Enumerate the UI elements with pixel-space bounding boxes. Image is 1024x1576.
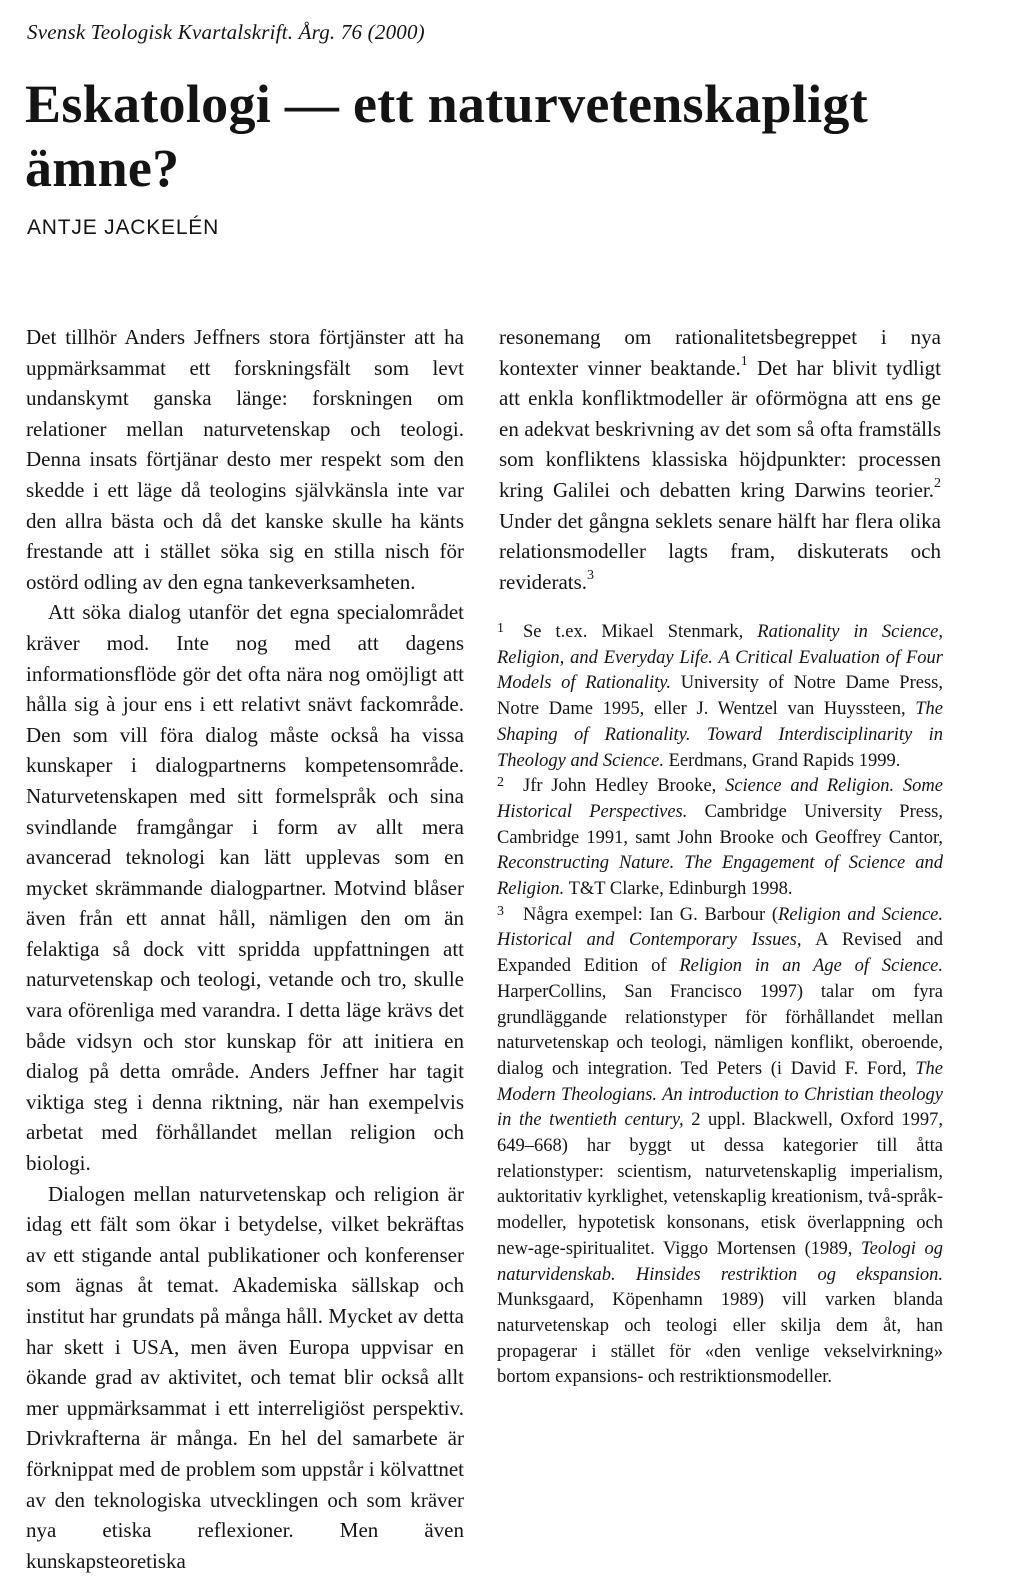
note-text: Eerdmans, Grand Rapids 1999. — [663, 750, 901, 771]
footnote-ref-3[interactable]: 3 — [587, 567, 595, 583]
note-title: Reconstructing Nature. The Engagement of Science and Religion. — [497, 853, 943, 900]
body-column-right — [499, 322, 941, 597]
paragraph-3: Dialogen mellan naturvetenskap och religion är idag ett fält som ökar i betydelse, vilket bekräftas av ett stigande antal publikationer och konferenser som ägnas åt temat. Akademiska sällskap och institut har grundats på många håll. Mycket av detta har skett i USA, men även Europa uppvisar en ökande grad av aktivitet, och temat blir också allt mer uppmärksammat i ett interreligiöst perspektiv. Drivkrafterna är många. En hel del samarbete är förknippat med de problem som uppstår i kölvattnet av den teknologiska utvecklingen och som kräver nya etiska reflexioner. Men även kunskapsteoretiska — [26, 1181, 464, 1573]
footnote-3 — [497, 903, 943, 1391]
note-text: T&T Clarke, Edinburgh 1998. — [564, 879, 793, 900]
footnote-ref-1[interactable]: 1 — [740, 353, 748, 369]
note-title: Religion and Science. Historical and Contemporary Issues, — [497, 904, 944, 951]
note-text: 2 uppl. Blackwell, Oxford 1997, 649–668) har byggt ut dessa kategorier till åtta relationstyper: scientism, naturvetenskaplig imperialism, auktoritativ kyrklighet, vetenskaplig kreationism, två-språk-modeller, hypotetisk konsonans, etisk överlappning och new-age-spiritualitet. Viggo Mortensen (1989, — [497, 1110, 943, 1259]
note-text: Jfr John Hedley Brooke, — [523, 776, 726, 797]
note-text: Cambridge University Press, Cambridge 1991, samt John Brooke och Geoffrey Cantor, — [497, 801, 943, 848]
text-segment: Det har blivit tydligt att enkla konfliktmodeller är oförmögna att ens ge en adekvat beskrivning av det som så ofta framställs som konfliktens klassiska höjdpunkter: processen kring Galilei och debatten kring Darwins teorier. — [499, 355, 941, 502]
note-title: Science and Religion. Some Historical Perspectives. — [497, 776, 943, 822]
paragraph-1: Det tillhör Anders Jeffners stora förtjänster att ha uppmärksammat ett forskningsfält som levt undanskymt ganska länge: forskningen om relationer mellan naturvetenskap och teologi. Denna insats förtjänar desto mer respekt som den skedde i ett läge då teologins självkänsla inte var den allra bästa och då det kanske skulle ha känts frestande att i stället söka sig en stilla nisch för ostörd odling av den egna tankeverksamheten. — [26, 325, 464, 594]
paragraph-continued — [499, 322, 941, 597]
paragraph-2: Att söka dialog utanför det egna specialområdet kräver mod. Inte nog med att dagens informationsflöde gör det ofta nära nog omöjligt att hålla sig à jour ens i ett relativt snävt fackområde. Den som vill föra dialog måste också ha vissa kunskaper i dialogpartnerns kompetensområde. Naturvetenskapen med sitt formelspråk och sina svindlande framgångar i form av allt mera avancerad teknologi kan lätt upplevas som en mycket skrämmande dialogpartner. Motvind blåser även från ett annat håll, nämligen den om än felaktiga så dock vitt spridda uppfattningen att naturvetenskap och teologi, vetande och tro, skulle vara oförenliga med varandra. I detta läge krävs det både vidsyn och stor kunskap för att initiera en dialog på detta område. Anders Jeffner har tagit viktiga steg i denna riktning, när han exempelvis arbetat med förhållandet mellan religion och biologi. — [26, 600, 464, 1176]
note-text: University of Notre Dame Press, Notre Dame 1995, eller J. Wentzel van Huyssteen, — [497, 673, 943, 720]
title-line-2: ämne? — [25, 138, 180, 198]
footnote-1 — [497, 620, 943, 774]
note-text: A Revised and Expanded Edition of — [497, 930, 943, 977]
footnote-ref-2[interactable]: 2 — [934, 475, 941, 491]
article-title — [25, 72, 985, 200]
footnotes — [497, 620, 943, 1391]
note-title: Rationality in Science, Religion, and Everyday Life. A Critical Evaluation of Four Models of Rationality. — [497, 622, 943, 694]
note-text: Se t.ex. Mikael Stenmark, — [523, 622, 758, 642]
note-text: Munksgaard, Köpenhamn 1989) vill varken blanda naturvetenskap och teologi eller skilja dem åt, han propagerar i stället för «den venlige vekselvirkning» bortom expansions- och restriktionsmodeller. — [497, 1290, 943, 1388]
note-title: Religion in an Age of Science. — [679, 956, 944, 977]
footnote-number: 3 — [497, 903, 504, 919]
footnote-2 — [497, 774, 943, 903]
body-column-left — [26, 322, 464, 1576]
text-segment: resonemang om rationalitetsbegreppet i nya kontexter vinner beaktande. — [499, 325, 941, 380]
note-title: The Shaping of Rationality. Toward Interdisciplinarity in Theology and Science. — [497, 699, 943, 771]
journal-header: Svensk Teologisk Kvartalskrift. Årg. 76 (2000) — [27, 20, 425, 44]
author-name: ANTJE JACKELÉN — [27, 216, 220, 239]
note-title: The Modern Theologians. An introduction to Christian theology in the twentieth century, — [497, 1058, 943, 1131]
note-text: HarperCollins, San Francisco 1997) talar om fyra grundläggande relationstyper för förhållandet mellan naturvetenskap och teologi, nämligen konflikt, oberoende, dialog och integration. Ted Peters (i David F. Ford, — [497, 981, 943, 1079]
title-line-1: Eskatologi — ett naturvetenskapligt — [25, 74, 869, 134]
note-title: Teologi og naturvidenskab. Hinsides restriktion og ekspansion. — [497, 1238, 943, 1285]
text-segment: Under det gångna seklets senare hälft har flera olika relationsmodeller lagts fram, diskuterats och reviderats. — [499, 508, 941, 594]
footnote-number: 1 — [497, 621, 504, 636]
footnote-number: 2 — [497, 775, 504, 791]
note-text: Några exempel: Ian G. Barbour ( — [523, 904, 779, 925]
